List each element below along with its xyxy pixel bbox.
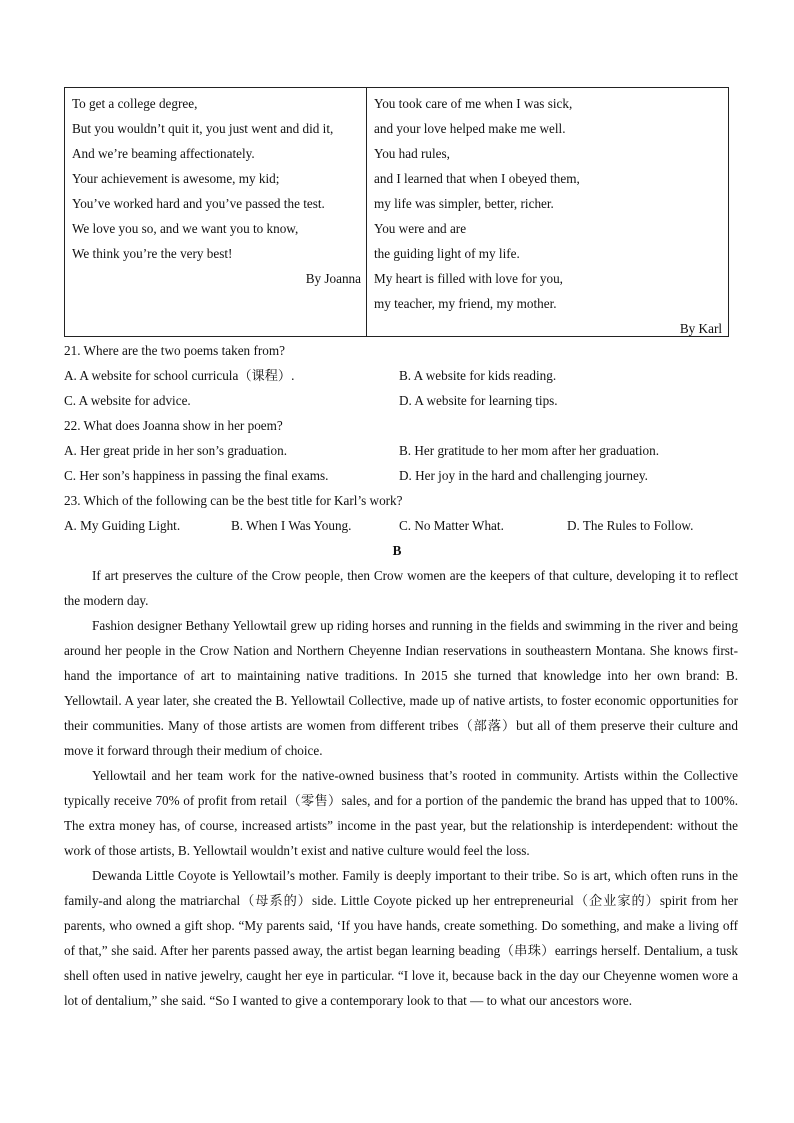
question-21-option-c: C. A website for advice.: [64, 393, 191, 408]
question-21-stem: 21. Where are the two poems taken from?: [64, 343, 285, 358]
poem-line: my teacher, my friend, my mother.: [374, 296, 557, 311]
poem-line: my life was simpler, better, richer.: [374, 196, 554, 211]
poem-line: To get a college degree,: [72, 96, 198, 111]
section-b-paragraph-3: Yellowtail and her team work for the native-owned business that’s rooted in community. Artists within the Collective typically receive 70% of profit from retail（零售）sales, and for a portion of the pandemic the brand has upped that to 100%. The extra money has, of course, increased artists” income in the past year, but the relationship is interdependent: without the work of those artists, B. Yellowtail wouldn’t exist and native culture would feel the loss.: [64, 768, 738, 858]
question-22-option-a: A. Her great pride in her son’s graduation.: [64, 443, 288, 458]
poem-line: You’ve worked hard and you’ve passed the test.: [72, 196, 325, 211]
question-22-option-b: B. Her gratitude to her mom after her graduation.: [399, 443, 659, 458]
section-b-paragraph-4: Dewanda Little Coyote is Yellowtail’s mother. Family is deeply important to their tribe. So is art, which often runs in the family-and along the matriarchal（母系的）side. Little Coyote picked up her entrepreneurial（企业家的）spirit from her parents, who owned a gift shop. “My parents said, ‘If you have hands, create something. Do something, and make a living off of that,” she said. After her parents passed away, the artist began learning beading（串珠）earrings herself. Dentalium, a tusk shell often used in native jewelry, caught her eye in particular. “I love it, because back in the day our Cheyenne women wore a lot of dentalium,” she said. “So I wanted to give a contemporary look to that — to what our ancestors wore.: [64, 868, 738, 1008]
question-23-option-d: D. The Rules to Follow.: [567, 518, 694, 533]
poem-line: the guiding light of my life.: [374, 246, 520, 261]
poem-joanna: [72, 91, 361, 291]
question-22-stem: 22. What does Joanna show in her poem?: [64, 418, 283, 433]
poem-line: and I learned that when I obeyed them,: [374, 171, 580, 186]
poem-line: Your achievement is awesome, my kid;: [72, 171, 280, 186]
poem-line: You took care of me when I was sick,: [374, 96, 573, 111]
question-23-option-a: A. My Guiding Light.: [64, 518, 181, 533]
question-21-option-a: A. A website for school curricula（课程）.: [64, 368, 295, 383]
poem-line: And we’re beaming affectionately.: [72, 146, 255, 161]
poem-line: You had rules,: [374, 146, 450, 161]
question-23-option-b: B. When I Was Young.: [231, 518, 352, 533]
poem-line: We love you so, and we want you to know,: [72, 221, 299, 236]
poem-karl: [374, 91, 722, 341]
question-21-option-b: B. A website for kids reading.: [399, 368, 557, 383]
poem-author-karl: By Karl: [679, 321, 722, 336]
question-22-option-c: C. Her son’s happiness in passing the final exams.: [64, 468, 329, 483]
question-23-option-c: C. No Matter What.: [399, 518, 504, 533]
poem-author-joanna: By Joanna: [305, 271, 361, 286]
poem-line: My heart is filled with love for you,: [374, 271, 563, 286]
section-b-title: B: [392, 543, 402, 558]
poem-line: But you wouldn’t quit it, you just went and did it,: [72, 121, 334, 136]
table-divider: [366, 88, 367, 336]
poem-line: You were and are: [374, 221, 467, 236]
question-23-stem: 23. Which of the following can be the best title for Karl’s work?: [64, 493, 403, 508]
poem-line: and your love helped make me well.: [374, 121, 566, 136]
poem-line: We think you’re the very best!: [72, 246, 233, 261]
section-b-paragraph-1: If art preserves the culture of the Crow people, then Crow women are the keepers of that culture, developing it to reflect the modern day.: [64, 568, 738, 608]
section-b-paragraph-2: Fashion designer Bethany Yellowtail grew up riding horses and running in the fields and swimming in the river and being around her people in the Crow Nation and Northern Cheyenne Indian reservations in southeastern Montana. She knows first-hand the importance of art to maintaining native traditions. In 2015 she turned that knowledge into her own brand: B. Yellowtail. A year later, she created the B. Yellowtail Collective, made up of native artists, to foster economic opportunities for their communities. Many of those artists are women from different tribes（部落）but all of them preserve their culture and move it forward through their medium of choice.: [64, 618, 738, 758]
question-21-option-d: D. A website for learning tips.: [399, 393, 558, 408]
question-22-option-d: D. Her joy in the hard and challenging journey.: [399, 468, 648, 483]
poems-table: [64, 87, 729, 337]
